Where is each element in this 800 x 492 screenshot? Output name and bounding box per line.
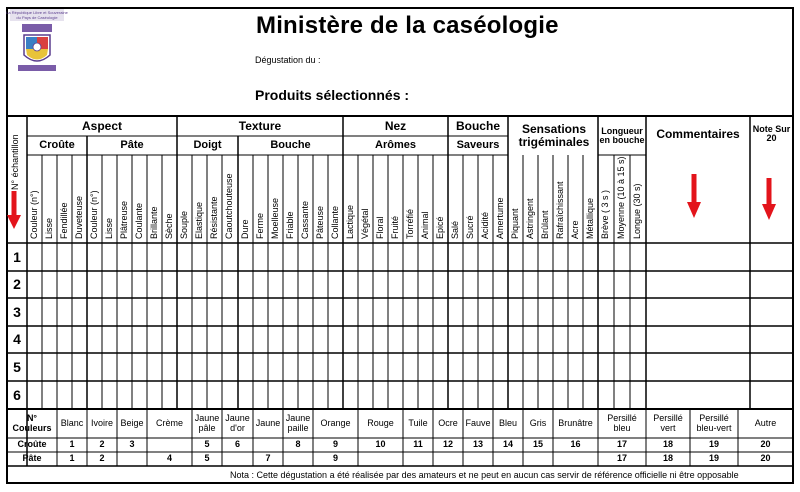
column-header: Brève ( 3 s ) [600, 189, 610, 239]
column-header: Piquant [509, 208, 520, 239]
color-name: Jaune paille [285, 413, 311, 433]
tasting-date-label: Dégustation du : [255, 55, 321, 65]
column-header: Couleur (n°) [88, 190, 99, 239]
column-header: Floral [374, 216, 385, 239]
column-header: Acidité [479, 211, 490, 239]
column-header: Couleur (n°) [28, 190, 39, 239]
color-name: Tuile [408, 417, 428, 428]
group-note: Note Sur 20 [752, 123, 791, 143]
group-texture: Texture [238, 118, 282, 133]
pate-color-number [283, 452, 313, 466]
croute-color-number: 8 [295, 439, 301, 450]
column-header: Brûlant [539, 210, 550, 239]
color-name: Ocre [438, 417, 458, 428]
colors-legend-header: N° Couleurs [12, 413, 52, 433]
pate-color-number: 7 [265, 453, 271, 464]
column-header: Friable [284, 211, 295, 239]
column-header: Ferme [254, 212, 265, 239]
column-header: Sèche [163, 213, 174, 239]
column-header: Animal [419, 211, 430, 239]
column-header: Souple [178, 210, 189, 239]
color-name: Jaune d'or [225, 413, 250, 433]
pate-color-number [493, 452, 523, 466]
pate-color-number: 17 [616, 453, 627, 464]
selected-products-label: Produits sélectionnés : [255, 87, 410, 103]
column-header: Plâtreuse [118, 200, 129, 239]
svg-text:La République Libre et Souvera: La République Libre et Souveraine [6, 10, 68, 15]
pate-color-number: 4 [166, 453, 172, 464]
color-name: Brunâtre [558, 417, 593, 428]
pate-color-number: 5 [204, 453, 210, 464]
column-header: Métallique [584, 197, 595, 239]
group-longueur: Longueur en bouche [599, 125, 645, 145]
croute-color-number [253, 438, 283, 452]
comments-arrow-icon [686, 174, 702, 220]
color-name: Autre [754, 417, 777, 428]
column-header: Epicé [434, 216, 445, 239]
column-header: Pâteuse [314, 205, 325, 239]
column-header: Lactique [344, 204, 355, 239]
page-title: Ministère de la caséologie [256, 12, 559, 39]
croute-color-number: 20 [760, 439, 771, 450]
group-commentaires: Commentaires [656, 126, 740, 141]
color-name: Ivoire [90, 417, 113, 428]
color-name: Beige [120, 417, 144, 428]
pate-color-number [463, 452, 493, 466]
subgroup-pate: Pâte [120, 138, 144, 151]
pate-color-number: 9 [332, 453, 338, 464]
pate-color-number [222, 452, 253, 466]
column-header: Lisse [103, 217, 114, 239]
pate-color-number [433, 452, 463, 466]
croute-color-number: 15 [532, 439, 543, 450]
croute-color-number: 5 [204, 439, 210, 450]
column-header: Moyenne (10 à 15 s) [616, 156, 626, 239]
croute-color-number: 9 [332, 439, 338, 450]
pate-color-number: 20 [760, 453, 771, 464]
croute-color-number: 6 [234, 439, 240, 450]
score-arrow-icon [761, 178, 777, 222]
column-header: Fruité [389, 215, 400, 239]
color-name: Crème [155, 417, 183, 428]
row-number: 6 [13, 386, 21, 403]
color-name: Orange [320, 417, 351, 428]
column-header: Moelleuse [269, 197, 280, 239]
color-name: Gris [529, 417, 547, 428]
color-name: Blanc [60, 417, 84, 428]
pate-row-label: Pâte [22, 453, 42, 464]
row-number: 4 [13, 331, 21, 348]
column-header: Collante [329, 205, 340, 239]
column-header: Sucré [464, 215, 475, 239]
color-name: Rouge [367, 417, 394, 428]
color-name: Bleu [498, 417, 517, 428]
croute-color-number: 14 [502, 439, 513, 450]
group-aspect: Aspect [81, 118, 122, 133]
color-name: Jaune pâle [194, 413, 220, 433]
croute-color-number: 18 [662, 439, 673, 450]
croute-color-number: 17 [616, 439, 627, 450]
footnote: Nota : Cette dégustation a été réalisée par des amateurs et ne peut en aucun cas servir de référence officielle ni être opposable [230, 470, 739, 480]
croute-color-number: 3 [129, 439, 135, 450]
column-header: Salé [449, 220, 460, 239]
color-name: Persillé bleu-vert [696, 413, 732, 433]
column-header: Végétal [359, 208, 370, 239]
croute-color-number: 11 [413, 439, 423, 450]
subgroup-doigt: Doigt [193, 138, 222, 151]
pate-color-number [523, 452, 553, 466]
croute-color-number: 12 [442, 439, 453, 450]
column-header: Caoutchouteuse [224, 173, 234, 239]
croute-color-number: 1 [69, 439, 75, 450]
subgroup-aromes: Arômes [375, 138, 416, 151]
color-name: Persillé bleu [607, 413, 637, 433]
color-name: Fauve [465, 417, 491, 428]
pate-color-number: 1 [69, 453, 75, 464]
pate-color-number [553, 452, 598, 466]
column-header: Rafraîchissant [554, 181, 565, 239]
row-number: 2 [13, 276, 21, 293]
croute-color-number: 10 [375, 439, 386, 450]
pate-color-number: 19 [708, 453, 719, 464]
croute-color-number: 16 [570, 439, 581, 450]
column-header: Dure [239, 219, 250, 239]
column-header: Longue (30 s) [632, 183, 642, 239]
croute-color-number: 2 [99, 439, 105, 450]
column-header: Amertume [494, 197, 505, 239]
croute-color-number [147, 438, 192, 452]
sample-number-header: N° échantillon [10, 134, 20, 190]
pate-color-number [403, 452, 433, 466]
column-header: Astringent [524, 198, 535, 239]
row-number: 5 [13, 358, 21, 375]
group-bouche: Bouche [455, 118, 500, 133]
column-header: Résistante [208, 196, 219, 239]
column-header: Fendillée [58, 202, 69, 239]
subgroup-bouche: Bouche [270, 138, 311, 151]
row-number: 3 [13, 303, 21, 320]
column-header: Acre [569, 220, 580, 239]
column-header: Elastique [193, 201, 204, 239]
column-header: Brillante [148, 206, 159, 239]
subgroup-croute: Croûte [39, 138, 75, 151]
pate-color-number: 2 [99, 453, 105, 464]
pate-color-number [358, 452, 403, 466]
color-name: Persillé vert [653, 413, 683, 433]
pate-color-number: 18 [662, 453, 673, 464]
croute-color-number: 19 [708, 439, 719, 450]
group-sensations: Sensations trigéminales [518, 122, 590, 149]
column-header: Coulante [133, 202, 144, 239]
row-number: 1 [13, 248, 21, 265]
column-header: Lisse [43, 217, 54, 239]
subgroup-saveurs: Saveurs [456, 138, 500, 151]
down-arrow-icon [6, 191, 22, 231]
croute-row-label: Croûte [17, 439, 47, 450]
croute-color-number: 13 [472, 439, 483, 450]
column-header: Duveteuse [73, 195, 84, 239]
svg-text:du Pays de Caséologie: du Pays de Caséologie [16, 15, 58, 20]
column-header: Torréfié [404, 208, 415, 239]
color-name: Jaune [255, 417, 281, 428]
pate-color-number [117, 452, 147, 466]
column-header: Cassante [299, 200, 310, 239]
group-nez: Nez [384, 118, 407, 133]
